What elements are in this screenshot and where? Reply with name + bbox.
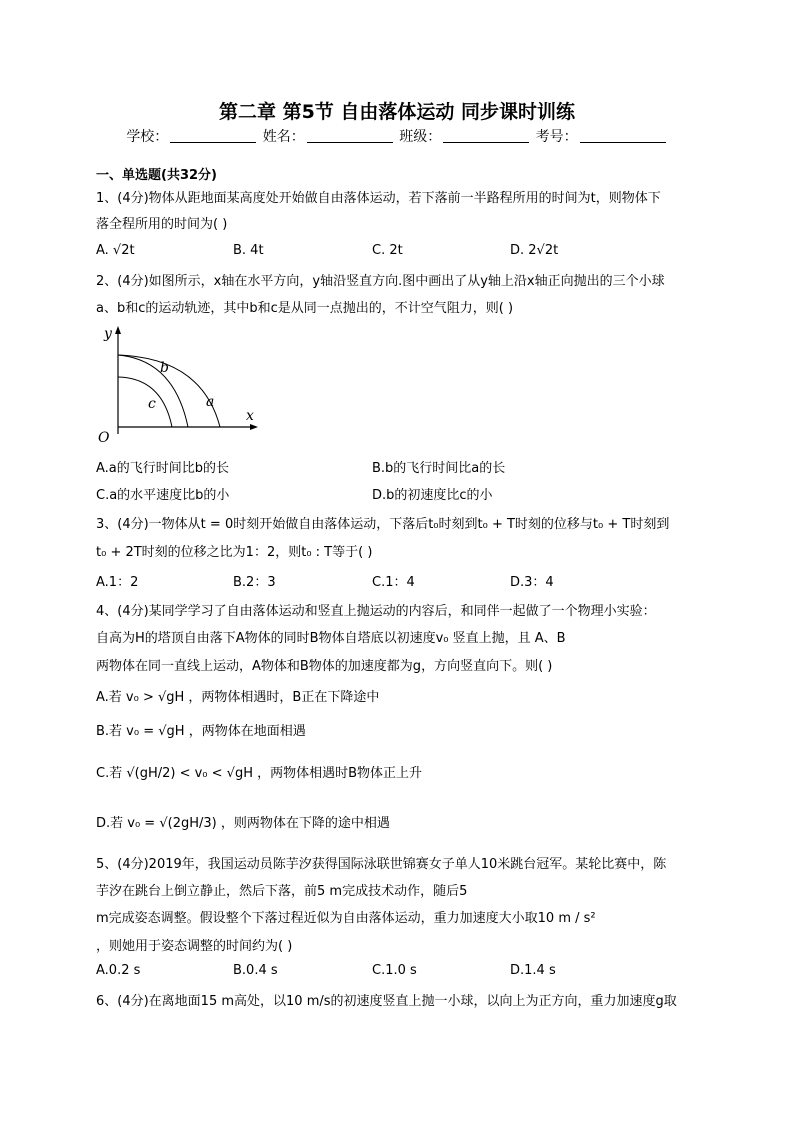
class-blank [443, 127, 529, 143]
q1-option-d: D. 2√2t [510, 243, 559, 258]
y-axis-arrow [115, 326, 121, 334]
y-axis-label: y [104, 326, 112, 342]
q3-stem-line1: 3、(4分)一物体从t = 0时刻开始做自由落体运动，下落后t₀时刻到t₀ + T时刻的位移与t₀ + T时刻到 [96, 517, 670, 532]
q2-trajectory-figure [92, 322, 272, 446]
q2-stem-line2: a、b和c的运动轨迹，其中b和c是从同一点抛出的，不计空气阻力，则( ) [96, 301, 514, 316]
q2-option-b: B.b的飞行时间比a的长 [372, 461, 506, 476]
q5-option-d: D.1.4 s [510, 963, 556, 978]
curve-b-label: b [160, 360, 169, 376]
q4-option-d: D.若 v₀ = √(2gH/3) ，则两物体在下降的途中相遇 [96, 816, 390, 831]
q6-stem-line1: 6、(4分)在离地面15 m高处，以10 m/s的初速度竖直上抛一小球，以向上为正方向，重力加速度g取 [96, 994, 677, 1009]
school-label: 学校： [126, 129, 169, 145]
q5-stem-line4: ，则她用于姿态调整的时间约为( ) [96, 939, 293, 954]
q3-option-b: B.2：3 [233, 575, 276, 590]
q2-option-a: A.a的飞行时间比b的长 [96, 461, 230, 476]
x-axis-label: x [246, 408, 254, 424]
q5-stem-line1: 5、(4分)2019年，我国运动员陈芋汐获得国际泳联世锦赛女子单人10米跳台冠军。某轮比赛中，陈 [96, 857, 667, 872]
q5-stem-line3: m完成姿态调整。假设整个下落过程近似为自由落体运动，重力加速度大小取10 m / s² [96, 911, 596, 926]
student-info-row [0, 126, 794, 146]
q1-stem-line1: 1、(4分)物体从距地面某高度处开始做自由落体运动，若下落前一半路程所用的时间为t，则物体下 [96, 191, 661, 206]
trajectory-c [118, 377, 172, 427]
curve-c-label: c [148, 396, 156, 412]
q1-option-a: A. √2t [96, 243, 135, 258]
q3-option-a: A.1：2 [96, 575, 139, 590]
q3-option-c: C.1：4 [372, 575, 415, 590]
page-title: 第二章 第5节 自由落体运动 同步课时训练 [218, 101, 576, 123]
q4-stem-line3: 两物体在同一直线上运动，A物体和B物体的加速度都为g，方向竖直向下。则( ) [96, 659, 553, 674]
school-blank [170, 127, 256, 143]
q4-stem-line2: 自高为H的塔顶自由落下A物体的同时B物体自塔底以初速度v₀ 竖直上抛，且 A、B [96, 631, 566, 646]
q2-option-c: C.a的水平速度比b的小 [96, 488, 230, 503]
q1-stem-line2: 落全程所用的时间为( ) [96, 217, 228, 232]
q3-option-d: D.3：4 [510, 575, 554, 590]
exam-no-blank [580, 127, 666, 143]
q5-stem-line2: 芋汐在跳台上倒立静止，然后下落，前5 m完成技术动作，随后5 [96, 884, 468, 899]
q4-option-c: C.若 √(gH/2) < v₀ < √gH ，两物体相遇时B物体正上升 [96, 766, 423, 781]
q4-stem-line1: 4、(4分)某同学学习了自由落体运动和竖直上抛运动的内容后，和同伴一起做了一个物理小实验： [96, 604, 656, 619]
name-label: 姓名： [262, 129, 305, 145]
q5-option-c: C.1.0 s [372, 963, 417, 978]
name-blank [307, 127, 393, 143]
q2-option-d: D.b的初速度比c的小 [372, 488, 493, 503]
q5-option-a: A.0.2 s [96, 963, 141, 978]
q4-option-b: B.若 v₀ = √gH ，两物体在地面相遇 [96, 724, 306, 739]
q1-option-c: C. 2t [372, 243, 403, 258]
exam-no-label: 考号： [535, 129, 578, 145]
q2-stem-line1: 2、(4分)如图所示，x轴在水平方向，y轴沿竖直方向.图中画出了从y轴上沿x轴正向抛出的三个小球 [96, 274, 665, 289]
class-label: 班级： [399, 129, 442, 145]
q4-option-a: A.若 v₀ > √gH ，两物体相遇时，B正在下降途中 [96, 690, 380, 705]
trajectory-b [118, 355, 188, 427]
q1-option-b: B. 4t [233, 243, 264, 258]
section-heading: 一、单选题(共32分) [96, 168, 217, 183]
q5-option-b: B.0.4 s [233, 963, 278, 978]
q3-stem-line2: t₀ + 2T时刻的位移之比为1：2，则t₀ : T等于( ) [96, 545, 373, 560]
curve-a-label: a [206, 394, 215, 410]
x-axis-arrow [250, 424, 258, 430]
origin-label: O [98, 430, 110, 446]
